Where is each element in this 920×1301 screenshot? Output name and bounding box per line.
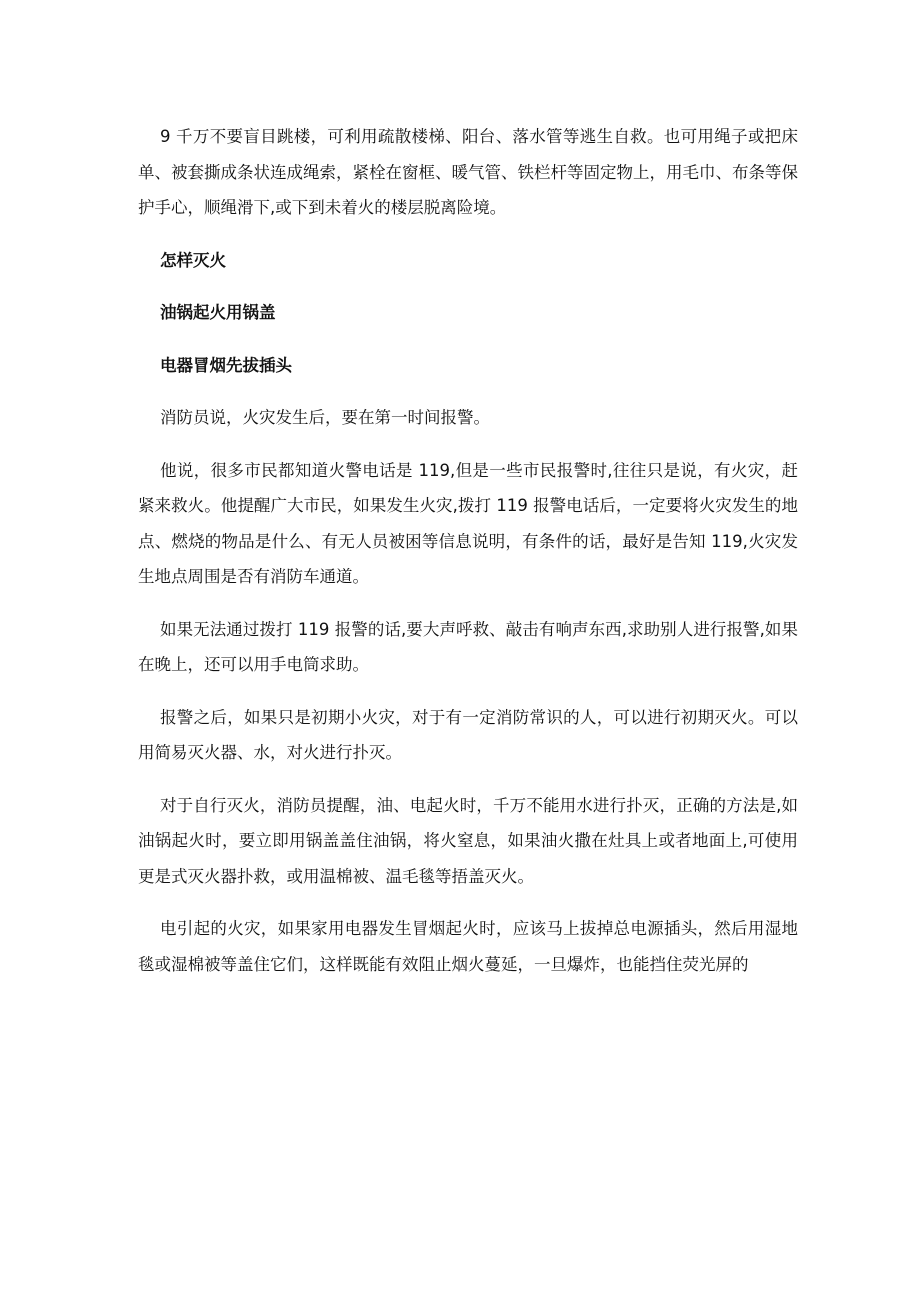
paragraph-report-first: 消防员说，火灾发生后，要在第一时间报警。 — [160, 408, 490, 427]
heading-oil-pan-fire: 油锅起火用锅盖 — [160, 303, 276, 322]
paragraph-no-phone: 如果无法通过拨打 119 报警的话,要大声呼救、敲击有响声东西,求助别人进行报警,如果在晚上，还可以用手电筒求助。 — [138, 619, 798, 674]
document-body — [138, 119, 798, 982]
heading-appliance-smoke: 电器冒烟先拔插头 — [160, 355, 292, 375]
paragraph-call-119: 他说，很多市民都知道火警电话是 119,但是一些市民报警时,往往只是说，有火灾，赶紧来救火。他提醒广大市民，如果发生火灾,拨打 119 报警电话后，一定要将火灾发生的地点、燃烧的物品是什么、有无人员被困等信息说明，有条件的话，最好是告知 119,火灾发生地点周围是否有消防车通道。 — [138, 460, 798, 586]
paragraph-electrical-fire: 电引起的火灾，如果家用电器发生冒烟起火时，应该马上拔掉总电源插头，然后用湿地毯或湿棉被等盖住它们，这样既能有效阻止烟火蔓延，一旦爆炸，也能挡住荧光屏的 — [138, 919, 798, 974]
heading-how-to-extinguish: 怎样灭火 — [160, 250, 226, 270]
paragraph-escape-rope: 9 千万不要盲目跳楼，可利用疏散楼梯、阳台、落水管等逃生自救。也可用绳子或把床单、被套撕成条状连成绳索，紧栓在窗框、暖气管、铁栏杆等固定物上，用毛巾、布条等保护手心，顺绳滑下,或下到未着火的楼层脱离险境。 — [138, 127, 798, 217]
paragraph-initial-fire: 报警之后，如果只是初期小火灾，对于有一定消防常识的人，可以进行初期灭火。可以用简易灭火器、水，对火进行扑灭。 — [138, 707, 798, 762]
paragraph-oil-electric: 对于自行灭火，消防员提醒，油、电起火时，千万不能用水进行扑灭，正确的方法是,如油锅起火时，要立即用锅盖盖住油锅，将火窒息，如果油火撒在灶具上或者地面上,可使用更是式灭火器扑救，或用温棉被、温毛毯等捂盖灭火。 — [138, 795, 798, 886]
